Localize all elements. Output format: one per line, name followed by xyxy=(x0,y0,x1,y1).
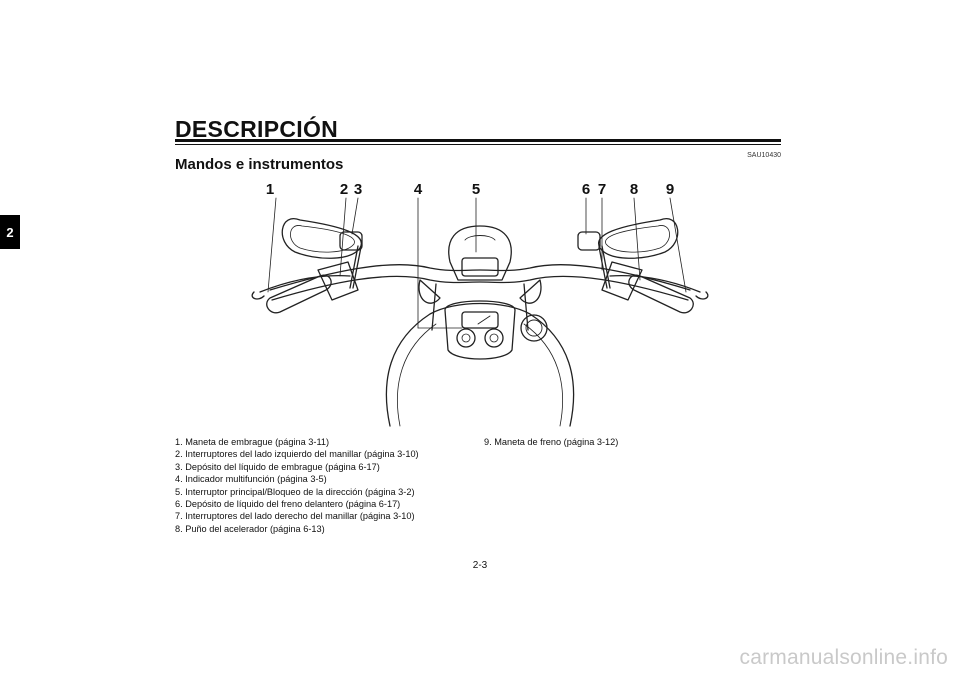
caption-item: 5. Interruptor principal/Bloqueo de la dirección (página 3-2) xyxy=(175,486,415,497)
callout-9: 9 xyxy=(665,181,675,198)
caption-list-right xyxy=(484,436,774,448)
caption-item: 6. Depósito de líquido del freno delantero (página 6-17) xyxy=(175,499,401,510)
caption-item: 1. Maneta de embrague (página 3-11) xyxy=(175,437,330,447)
caption-item: 2. Interruptores del lado izquierdo del manillar (página 3-10) xyxy=(175,449,419,460)
callout-8: 8 xyxy=(629,181,639,198)
caption-item: 8. Puño del acelerador (página 6-13) xyxy=(175,523,325,534)
caption-list-left xyxy=(175,436,465,535)
callout-7: 7 xyxy=(597,181,607,198)
chapter-tab: 2 xyxy=(0,215,20,249)
caption-item: 3. Depósito del líquido de embrague (página 6-17) xyxy=(175,461,380,472)
subsection-title: Mandos e instrumentos xyxy=(175,156,344,173)
caption-item: 4. Indicador multifunción (página 3-5) xyxy=(175,474,327,485)
page-number: 2-3 xyxy=(472,560,488,571)
callout-5: 5 xyxy=(471,181,481,198)
callout-1: 1 xyxy=(265,181,275,198)
callout-2: 2 xyxy=(339,181,349,198)
doc-code: SAU10430 xyxy=(747,152,781,159)
watermark: carmanualsonline.info xyxy=(739,646,948,669)
caption-item: 7. Interruptores del lado derecho del manillar (página 3-10) xyxy=(175,511,415,522)
callout-6: 6 xyxy=(581,181,591,198)
callout-3: 3 xyxy=(353,181,363,198)
section-title: DESCRIPCIÓN xyxy=(175,116,339,142)
caption-item: 9. Maneta de freno (página 3-12) xyxy=(484,437,619,447)
callout-4: 4 xyxy=(413,181,423,198)
